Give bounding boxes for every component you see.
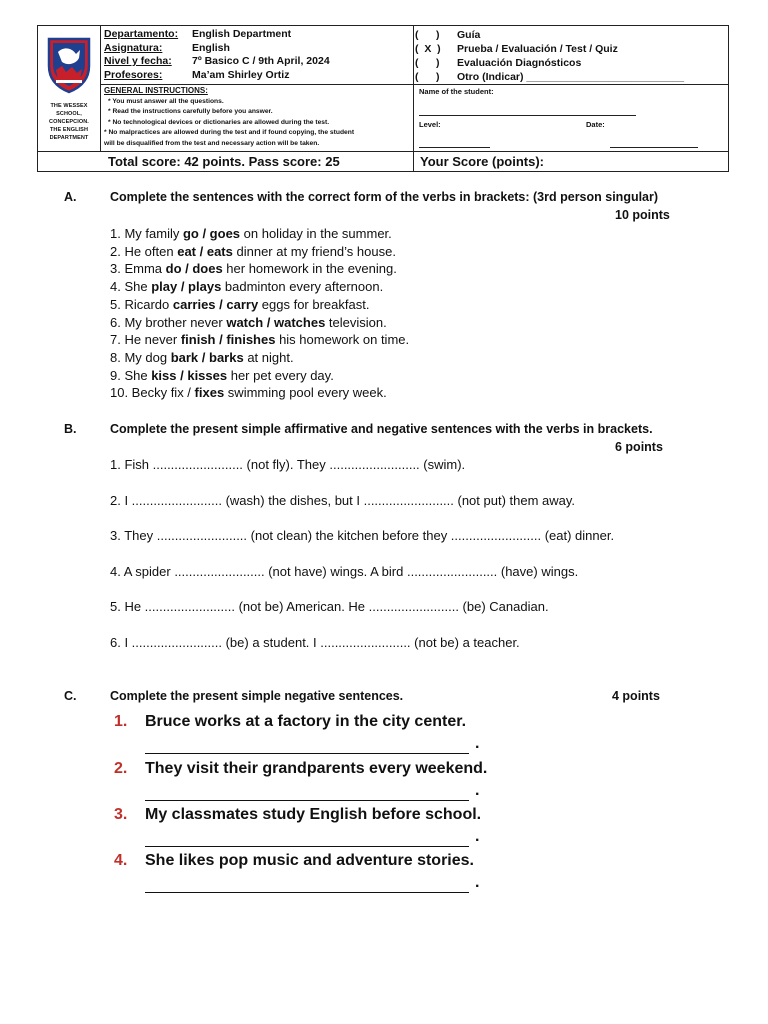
- instruction-item: * You must answer all the questions.: [108, 97, 224, 105]
- section-c-letter: C.: [64, 689, 77, 703]
- option-label: Otro (Indicar) ___________________________: [457, 71, 685, 83]
- date-line[interactable]: [610, 147, 698, 148]
- section-b-item[interactable]: 6. I ......................... (be) a student. I ......................... (not be) a teacher.: [110, 635, 520, 650]
- answer-line-end: .: [475, 735, 480, 752]
- option-otro[interactable]: [415, 70, 684, 84]
- section-c-item-text: She likes pop music and adventure stories.: [145, 852, 474, 869]
- option-checkbox[interactable]: ( X ): [415, 43, 441, 55]
- school-line: CONCEPCION.: [49, 119, 89, 125]
- section-c-item-number: 4.: [114, 852, 128, 869]
- instruction-item: will be disqualified from the test and necessary action will be taken.: [104, 139, 320, 147]
- answer-line[interactable]: [145, 784, 469, 801]
- sentence-text: television.: [325, 314, 387, 330]
- info-value: English Department: [192, 28, 292, 40]
- option-label: Guía: [457, 29, 481, 41]
- info-label: Nivel y fecha:: [104, 55, 172, 67]
- sentence-text: 6. My brother never: [110, 314, 227, 330]
- answer-line[interactable]: [145, 830, 469, 847]
- option-prueba[interactable]: [415, 42, 684, 56]
- info-row-level-date: [104, 55, 330, 69]
- sentence-text: on holiday in the summer.: [240, 226, 392, 241]
- level-line[interactable]: [419, 147, 490, 148]
- info-row-subject: [104, 42, 330, 56]
- info-value: Ma’am Shirley Ortiz: [192, 68, 290, 81]
- answer-line-end: .: [475, 874, 480, 891]
- verb-choice[interactable]: play / plays: [151, 279, 222, 295]
- section-a-item[interactable]: [110, 367, 409, 385]
- verb-choice[interactable]: finish / finishes: [180, 332, 276, 348]
- section-c-points: 4 points: [612, 689, 660, 703]
- section-a-item[interactable]: [110, 296, 409, 314]
- info-label: Asignatura:: [104, 41, 163, 54]
- verb-choice[interactable]: bark / barks: [170, 349, 244, 365]
- school-line: THE WESSEX: [50, 103, 88, 109]
- school-line: DEPARTMENT: [49, 135, 89, 141]
- section-b-item[interactable]: 3. They ......................... (not clean) the kitchen before they ......................... (eat) dinner.: [110, 528, 615, 543]
- your-score-label: Your Score (points):: [420, 154, 544, 169]
- sentence-text: 2. He often: [110, 243, 178, 259]
- verb-choice[interactable]: do / does: [165, 261, 223, 277]
- sentence-text: 8. My dog: [110, 349, 171, 365]
- section-a-title: Complete the sentences with the correct form of the verbs in brackets: (3rd person singular): [110, 190, 659, 204]
- instructions-title: GENERAL INSTRUCTIONS:: [104, 86, 208, 95]
- sentence-text: 4. She: [110, 279, 152, 295]
- info-label: Profesores:: [104, 68, 163, 81]
- divider: [38, 151, 729, 152]
- section-a-item[interactable]: [110, 384, 409, 402]
- school-name: [40, 102, 98, 142]
- verb-choice[interactable]: go / goes: [182, 226, 241, 241]
- answer-line[interactable]: [145, 876, 469, 893]
- instruction-item: * Read the instructions carefully before you answer.: [108, 108, 273, 115]
- sentence-text: dinner at my friend’s house.: [232, 243, 396, 259]
- section-b-item[interactable]: 5. He ......................... (not be) American. He ......................... (be) Canadian.: [110, 599, 549, 614]
- section-a-item[interactable]: [110, 225, 409, 243]
- section-c-item-number: 2.: [114, 760, 128, 777]
- verb-choice[interactable]: kiss / kisses: [151, 367, 228, 383]
- sentence-text: her pet every day.: [227, 367, 334, 383]
- sentence-text: eggs for breakfast.: [258, 296, 370, 312]
- verb-choice[interactable]: eat / eats: [177, 243, 233, 259]
- info-value: 7º Basico C / 9th April, 2024: [192, 55, 330, 67]
- info-value: English: [192, 41, 230, 54]
- sentence-text: his homework on time.: [275, 332, 410, 348]
- student-name-line[interactable]: [419, 115, 636, 116]
- option-checkbox[interactable]: ( ): [415, 57, 440, 69]
- school-line: THE ENGLISH: [49, 127, 89, 133]
- general-instructions: [104, 86, 408, 149]
- assessment-type-options: [415, 28, 684, 84]
- info-row-department: [104, 28, 330, 42]
- section-c-item-text: My classmates study English before school.: [145, 806, 482, 823]
- option-diagnostico[interactable]: [415, 56, 684, 70]
- course-info: [104, 28, 330, 82]
- sentence-text: 7. He never: [110, 332, 181, 348]
- school-crest-icon: [46, 36, 92, 94]
- option-label: Prueba / Evaluación / Test / Quiz: [457, 43, 618, 55]
- answer-line-end: .: [475, 782, 480, 799]
- section-b-points: 6 points: [615, 440, 663, 454]
- section-a-item[interactable]: [110, 243, 409, 261]
- info-row-teachers: [104, 69, 330, 83]
- section-b-item[interactable]: 1. Fish ......................... (not fly). They ......................... (swim).: [110, 457, 466, 472]
- section-b-letter: B.: [64, 422, 77, 436]
- section-b-title: Complete the present simple affirmative and negative sentences with the verbs in brackets.: [110, 422, 653, 436]
- total-score: Total score: 42 points. Pass score: 25: [108, 154, 340, 169]
- section-a-item[interactable]: [110, 278, 409, 296]
- section-b-item[interactable]: 4. A spider ......................... (not have) wings. A bird ......................... (have) wings.: [110, 564, 579, 579]
- section-a-item[interactable]: [110, 260, 409, 278]
- option-checkbox[interactable]: ( ): [415, 29, 440, 41]
- section-c-item-text: Bruce works at a factory in the city center.: [145, 713, 467, 730]
- date-label: Date:: [586, 120, 605, 129]
- answer-line-end: .: [475, 828, 480, 845]
- sentence-text: 9. She: [110, 367, 152, 383]
- sentence-text: 3. Emma: [110, 261, 166, 277]
- logo-cell: [38, 26, 100, 152]
- section-c-title: Complete the present simple negative sentences.: [110, 689, 404, 703]
- answer-line[interactable]: [145, 737, 469, 754]
- section-a-item[interactable]: [110, 349, 409, 367]
- option-label: Evaluación Diagnósticos: [457, 57, 582, 69]
- sentence-text: 5. Ricardo: [110, 296, 173, 312]
- sentence-text: her homework in the evening.: [222, 261, 397, 277]
- verb-choice[interactable]: carries / carry: [172, 296, 259, 312]
- divider: [100, 84, 729, 85]
- section-a-letter: A.: [64, 190, 77, 204]
- header-table: [37, 25, 729, 172]
- section-c-item-text: They visit their grandparents every weekend.: [145, 760, 488, 777]
- section-a-item[interactable]: [110, 314, 409, 332]
- section-c-item-number: 1.: [114, 713, 128, 730]
- instruction-item: * No malpractices are allowed during the test and if found copying, the student: [104, 129, 355, 136]
- section-b-item[interactable]: 2. I ......................... (wash) the dishes, but I ......................... (not put) them away.: [110, 493, 576, 508]
- info-label: Departamento:: [104, 28, 179, 40]
- verb-choice[interactable]: watch / watches: [226, 314, 326, 330]
- sentence-text: 10. Becky fix /: [110, 385, 195, 401]
- verb-choice[interactable]: fixes: [194, 385, 225, 401]
- sentence-text: at night.: [243, 349, 294, 365]
- divider: [100, 26, 101, 152]
- level-label: Level:: [419, 120, 441, 129]
- instruction-item: * No technological devices or dictionaries are allowed during the test.: [108, 118, 330, 126]
- section-c-item-number: 3.: [114, 806, 128, 823]
- student-name-label: Name of the student:: [419, 87, 494, 96]
- section-a-items: [110, 225, 409, 402]
- sentence-text: 1. My family: [110, 226, 183, 241]
- option-checkbox[interactable]: ( ): [415, 71, 440, 83]
- section-a-item[interactable]: [110, 331, 409, 349]
- option-guia[interactable]: [415, 28, 684, 42]
- sentence-text: swimming pool every week.: [224, 385, 387, 401]
- sentence-text: badminton every afternoon.: [221, 279, 384, 295]
- school-line: SCHOOL,: [56, 111, 82, 117]
- section-a-points: 10 points: [615, 208, 670, 222]
